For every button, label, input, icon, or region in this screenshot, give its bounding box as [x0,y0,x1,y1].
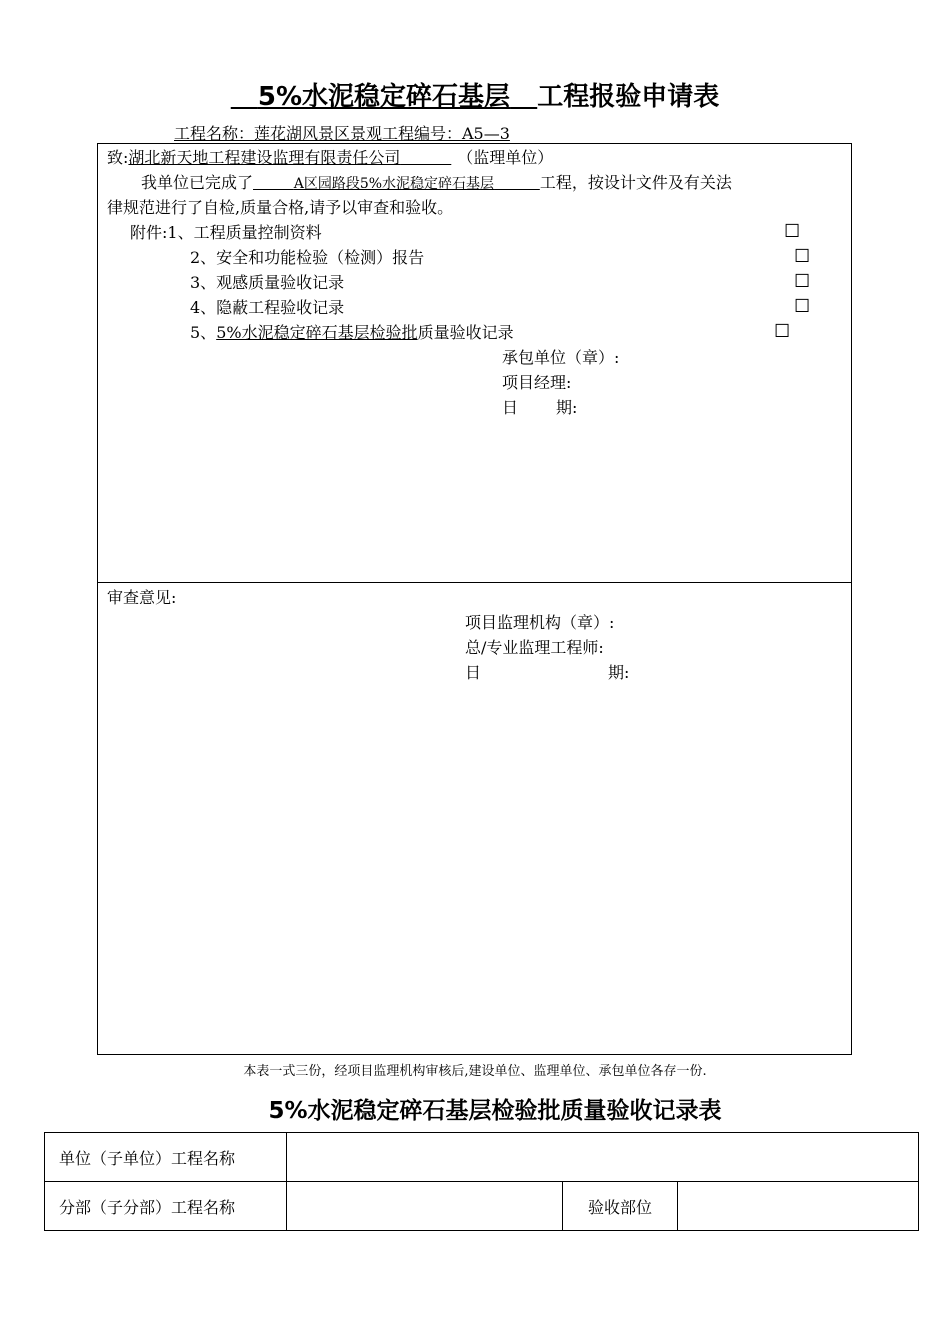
acceptance-position-value[interactable] [678,1182,919,1231]
supervision-seal-label: 项目监理机构（章）: [465,613,615,632]
attachment-5-checkbox[interactable]: ☐ [774,321,791,342]
record-table [44,1132,919,1231]
title-suffix: 工程报验申请表 [537,82,720,112]
completion-statement-line2: 律规范进行了自检,质量合格,请予以审查和验收。 [107,198,454,217]
unit-project-value[interactable] [287,1133,919,1182]
project-manager-label: 项目经理: [502,373,572,392]
review-opinion-label: 审查意见: [107,588,177,607]
unit-project-label: 单位（子单位）工程名称 [45,1133,287,1182]
contractor-date-label: 日 期: [502,398,578,417]
record-table-title: 5%水泥稳定碎石基层检验批质量验收记录表 [268,1098,722,1124]
addressee-line: 致:湖北新天地工程建设监理有限责任公司 （监理单位） [107,148,554,167]
project-info-line: 工程名称：莲花湖风景区景观工程编号：A5—3 [174,124,510,143]
attachment-4-checkbox[interactable]: ☐ [794,296,811,317]
attachment-2: 2、安全和功能检验（检测）报告 [190,248,425,267]
completed-project-name: A区园路段5%水泥稳定碎石基层 [293,176,495,192]
application-form-box [97,143,852,1055]
sub-project-label: 分部（子分部）工程名称 [45,1182,287,1231]
title-project-underlined: 5%水泥稳定碎石基层 [257,82,511,112]
chief-engineer-label: 总/专业监理工程师: [465,638,604,657]
attachment-1-checkbox[interactable]: ☐ [784,221,801,242]
attachment-2-checkbox[interactable]: ☐ [794,246,811,267]
supervision-unit-name: 湖北新天地工程建设监理有限责任公司 [128,148,401,167]
attachment-5: 5、5%水泥稳定碎石基层检验批质量验收记录 [190,323,514,342]
acceptance-position-label: 验收部位 [563,1182,678,1231]
table-row [45,1182,919,1231]
attachment-1: 附件:1、工程质量控制资料 [130,223,322,242]
review-date-label: 日 期: [465,663,630,682]
completion-statement: 我单位已完成了 A区园路段5%水泥稳定碎石基层 工程，按设计文件及有关法 [141,173,732,192]
sub-project-value[interactable] [287,1182,563,1231]
attachment-4: 4、隐蔽工程验收记录 [190,298,345,317]
application-title [0,76,950,113]
attachment-3-checkbox[interactable]: ☐ [794,271,811,292]
contractor-seal-label: 承包单位（章）: [502,348,620,367]
distribution-footnote: 本表一式三份，经项目监理机构审核后,建设单位、监理单位、承包单位各存一份. [243,1064,707,1079]
attachment-3: 3、观感质量验收记录 [190,273,345,292]
table-row [45,1133,919,1182]
section-divider [98,582,851,583]
